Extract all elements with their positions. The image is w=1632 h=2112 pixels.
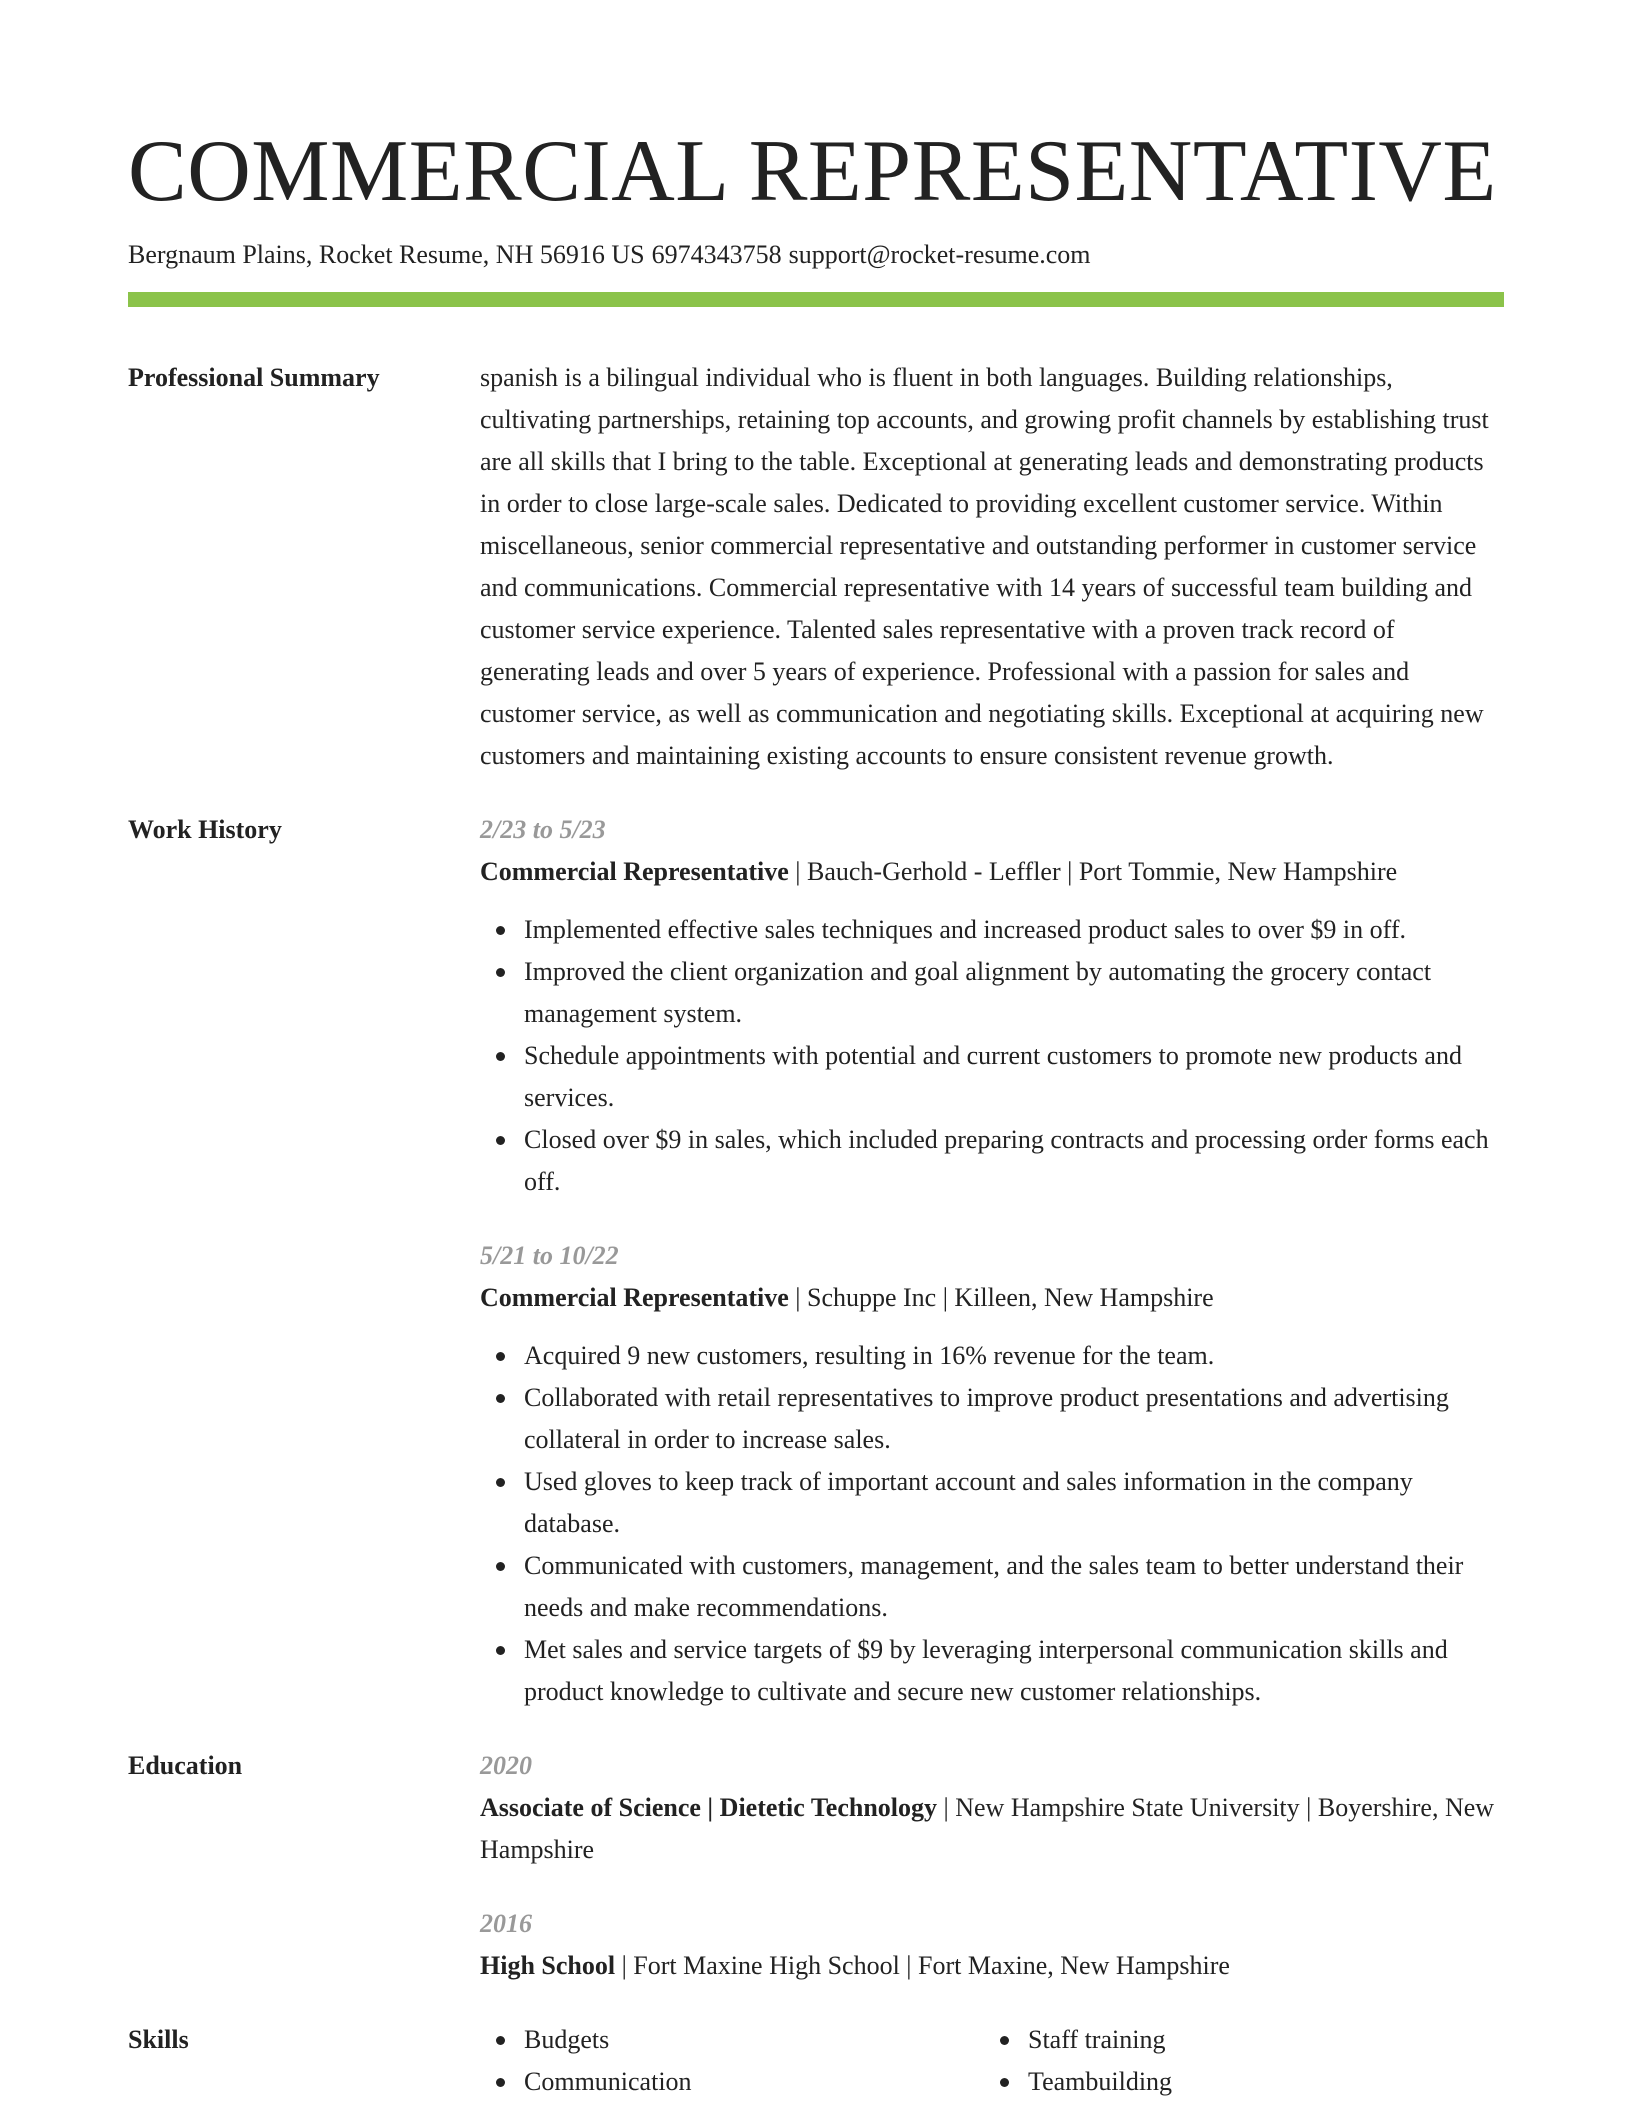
skill-item: Teambuilding [984,2061,1504,2103]
job-bullet: Acquired 9 new customers, resulting in 16% revenue for the team. [480,1335,1504,1377]
education-section [128,1745,1504,1987]
job-dates: 5/21 to 10/22 [480,1241,619,1270]
job-bullets [480,1335,1504,1713]
contact-email: support@rocket-resume.com [788,240,1091,269]
education-heading: Education [128,1751,243,1780]
job-entry [480,1235,1504,1713]
job-bullet: Improved the client organization and goal alignment by automating the grocery contact management system. [480,951,1504,1035]
job-title: Commercial Representative [480,1283,789,1312]
work-history-section [128,809,1504,1713]
work-history-heading: Work History [128,815,282,844]
skills-column [984,2019,1504,2103]
education-year: 2016 [480,1909,532,1938]
education-details: | New Hampshire State University | Boyershire, New Hampshire [480,1793,1495,1864]
job-dates: 2/23 to 5/23 [480,815,606,844]
skills-grid [480,2019,1504,2103]
job-entry [480,809,1504,1203]
job-details: | Schuppe Inc | Killeen, New Hampshire [788,1283,1214,1312]
job-heading [480,1277,1504,1319]
skills-column [480,2019,984,2103]
job-heading [480,851,1504,893]
summary-section [128,357,1504,777]
contact-address: Bergnaum Plains, Rocket Resume, NH 56916 US [128,240,645,269]
skill-item: Communication [480,2061,984,2103]
job-details: | Bauch-Gerhold - Leffler | Port Tommie, New Hampshire [788,857,1398,886]
education-year: 2020 [480,1751,532,1780]
summary-heading: Professional Summary [128,363,380,392]
summary-text: spanish is a bilingual individual who is fluent in both languages. Building relationships, cultivating partnerships, retaining top accounts, and growing profit channels by establishing trust are all skills that I bring to the table. Exceptional at generating leads and demonstrating products in order to close large-scale sales. Dedicated to providing excellent customer service. Within miscellaneous, senior commercial representative and outstanding performer in customer service and communications. Commercial representative with 14 years of successful team building and customer service experience. Talented sales representative with a proven track record of generating leads and over 5 years of experience. Professional with a passion for sales and customer service, as well as communication and negotiating skills. Exceptional at acquiring new customers and maintaining existing accounts to ensure consistent revenue growth. [480,363,1489,770]
job-bullet: Communicated with customers, management, and the sales team to better understand their needs and make recommendations. [480,1545,1504,1629]
resume-name-title: COMMERCIAL REPRESENTATIVE [128,123,1497,220]
job-bullet: Closed over $9 in sales, which included preparing contracts and processing order forms each off. [480,1119,1504,1203]
skill-item: Staff training [984,2019,1504,2061]
skill-item: Budgets [480,2019,984,2061]
job-bullet: Implemented effective sales techniques and increased product sales to over $9 in off. [480,909,1504,951]
job-bullet: Collaborated with retail representatives to improve product presentations and advertising collateral in order to increase sales. [480,1377,1504,1461]
job-bullet: Schedule appointments with potential and current customers to promote new products and services. [480,1035,1504,1119]
education-heading-line [480,1945,1504,1987]
education-heading-line [480,1787,1504,1871]
accent-divider [128,292,1504,307]
job-title: Commercial Representative [480,857,789,886]
education-entry [480,1903,1504,1987]
job-bullet: Met sales and service targets of $9 by leveraging interpersonal communication skills and product knowledge to cultivate and secure new customer relationships. [480,1629,1504,1713]
skills-heading: Skills [128,2025,189,2054]
education-details: | Fort Maxine High School | Fort Maxine, New Hampshire [615,1951,1230,1980]
job-bullet: Used gloves to keep track of important account and sales information in the company database. [480,1461,1504,1545]
education-entry [480,1745,1504,1871]
education-degree: Associate of Science | Dietetic Technology [480,1793,938,1822]
resume-page [128,0,1504,2103]
job-bullets [480,909,1504,1203]
contact-phone: 6974343758 [651,240,782,269]
skills-section [128,2019,1504,2103]
education-degree: High School [480,1951,616,1980]
contact-line [128,238,1504,272]
